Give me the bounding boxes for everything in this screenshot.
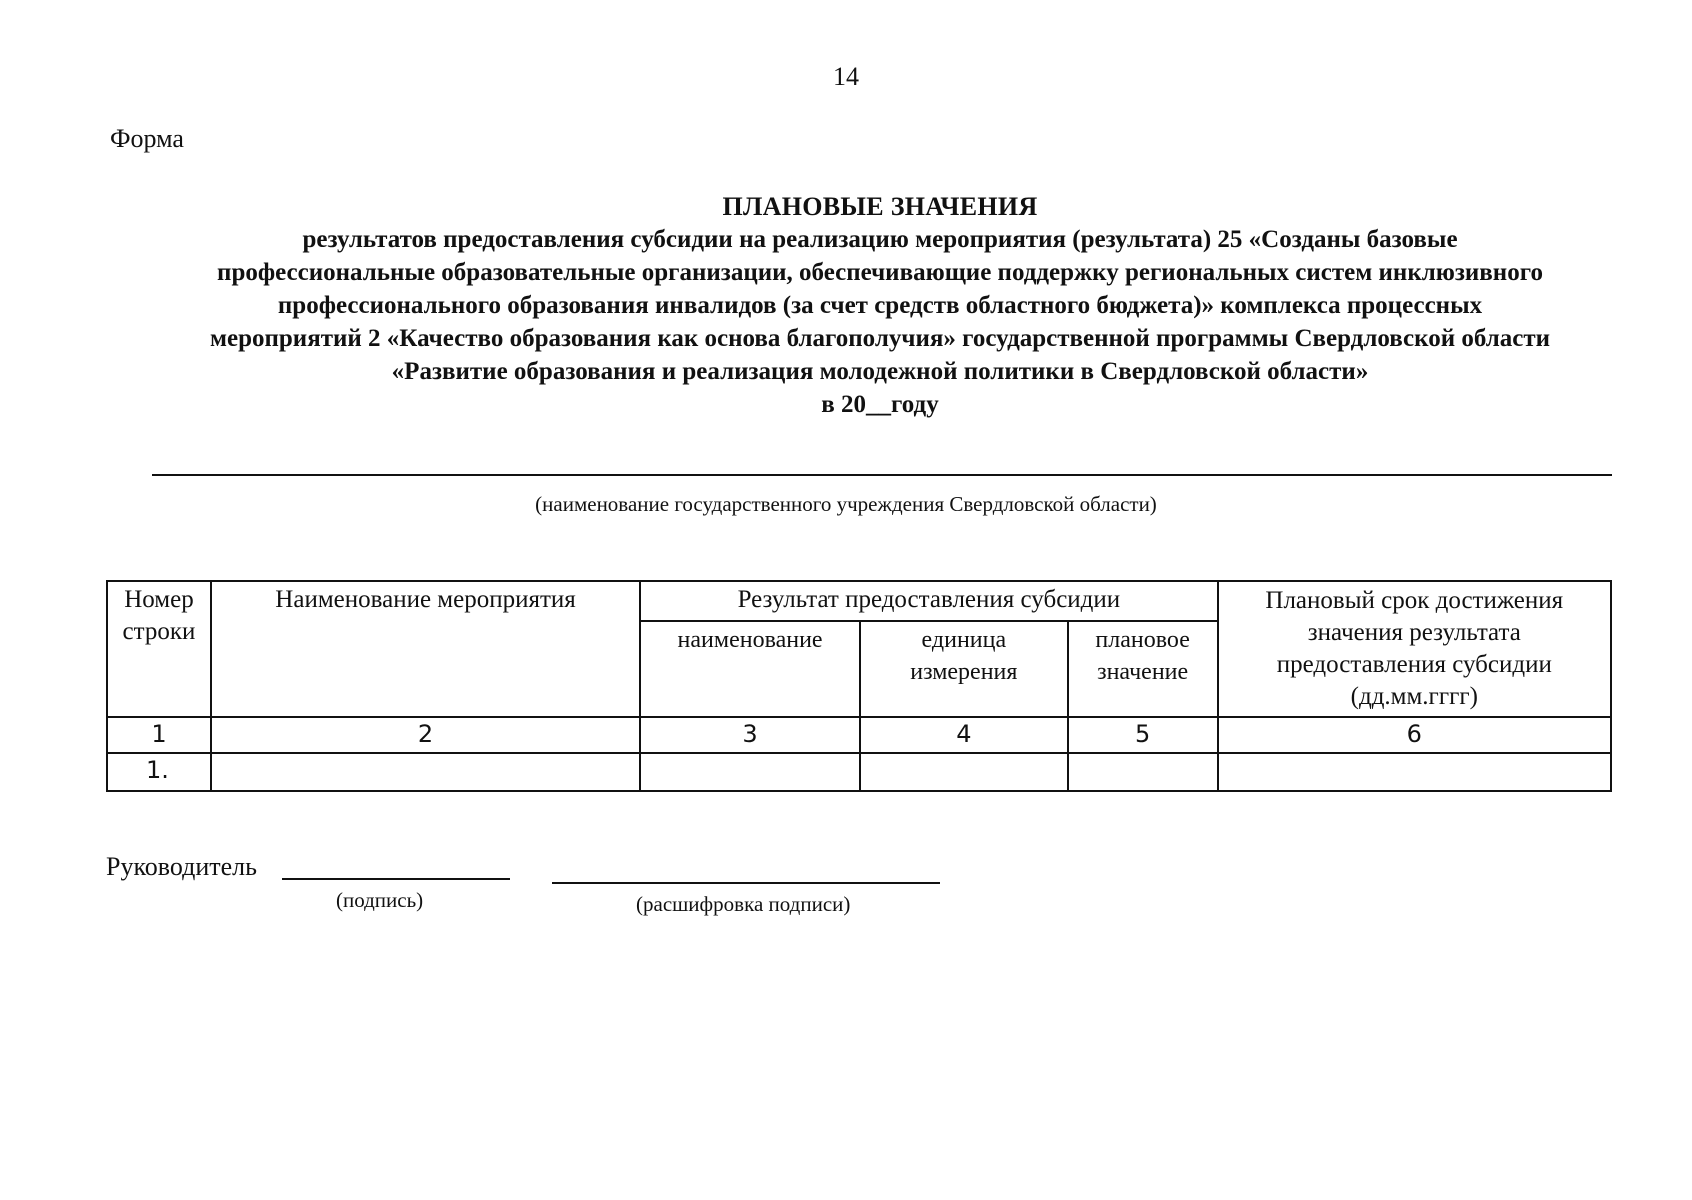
table-header-row xyxy=(107,581,1611,621)
title-line-5: «Развитие образования и реализация молодежной политики в Свердловской области» xyxy=(391,358,1369,385)
signature-line[interactable] xyxy=(282,878,510,880)
column-number: 2 xyxy=(211,717,640,753)
header-result-group: Результат предоставления субсидии xyxy=(640,581,1217,621)
title-line-2: профессиональные образовательные организации, обеспечивающие поддержку региональных систем инклюзивного xyxy=(217,259,1543,286)
signature-caption: (подпись) xyxy=(336,888,424,912)
title-line-1: результатов предоставления субсидии на реализацию мероприятия (результата) 25 «Созданы базовые xyxy=(302,226,1458,253)
row-number: 1. xyxy=(107,753,211,791)
organization-name-line[interactable] xyxy=(152,474,1612,476)
organization-caption: (наименование государственного учреждения Свердловской области) xyxy=(535,492,1157,516)
plan-values-table xyxy=(106,580,1612,792)
unit-cell[interactable] xyxy=(860,753,1068,791)
header-result-name: наименование xyxy=(640,621,860,717)
column-number-row xyxy=(107,717,1611,753)
page-number: 14 xyxy=(833,62,859,91)
title-line-3: профессионального образования инвалидов (за счет средств областного бюджета)» комплекса процессных xyxy=(277,292,1483,319)
signature-decode-line[interactable] xyxy=(552,882,940,884)
activity-name-cell[interactable] xyxy=(211,753,640,791)
result-name-cell[interactable] xyxy=(640,753,860,791)
column-number: 5 xyxy=(1068,717,1218,753)
document-title xyxy=(100,190,1660,421)
title-line-4: мероприятий 2 «Качество образования как основа благополучия» государственной программы Свердловской области xyxy=(209,325,1551,352)
title-main: ПЛАНОВЫЕ ЗНАЧЕНИЯ xyxy=(722,192,1038,221)
title-year: в 20__году xyxy=(821,391,939,418)
deadline-cell[interactable] xyxy=(1218,753,1611,791)
plan-value-cell[interactable] xyxy=(1068,753,1218,791)
header-plan-value: плановое значение xyxy=(1068,621,1218,717)
table-row xyxy=(107,753,1611,791)
signature-label: Руководитель xyxy=(106,852,257,881)
header-unit: единица измерения xyxy=(860,621,1068,717)
signature-decode-caption: (расшифровка подписи) xyxy=(636,892,851,916)
column-number: 4 xyxy=(860,717,1068,753)
column-number: 1 xyxy=(107,717,211,753)
column-number: 6 xyxy=(1218,717,1611,753)
form-label: Форма xyxy=(110,124,184,153)
header-row-number: Номер строки xyxy=(107,581,211,717)
header-activity-name: Наименование мероприятия xyxy=(211,581,640,717)
column-number: 3 xyxy=(640,717,860,753)
header-deadline: Плановый срок достижения значения результата предоставления субсидии (дд.мм.гггг) xyxy=(1218,581,1611,717)
